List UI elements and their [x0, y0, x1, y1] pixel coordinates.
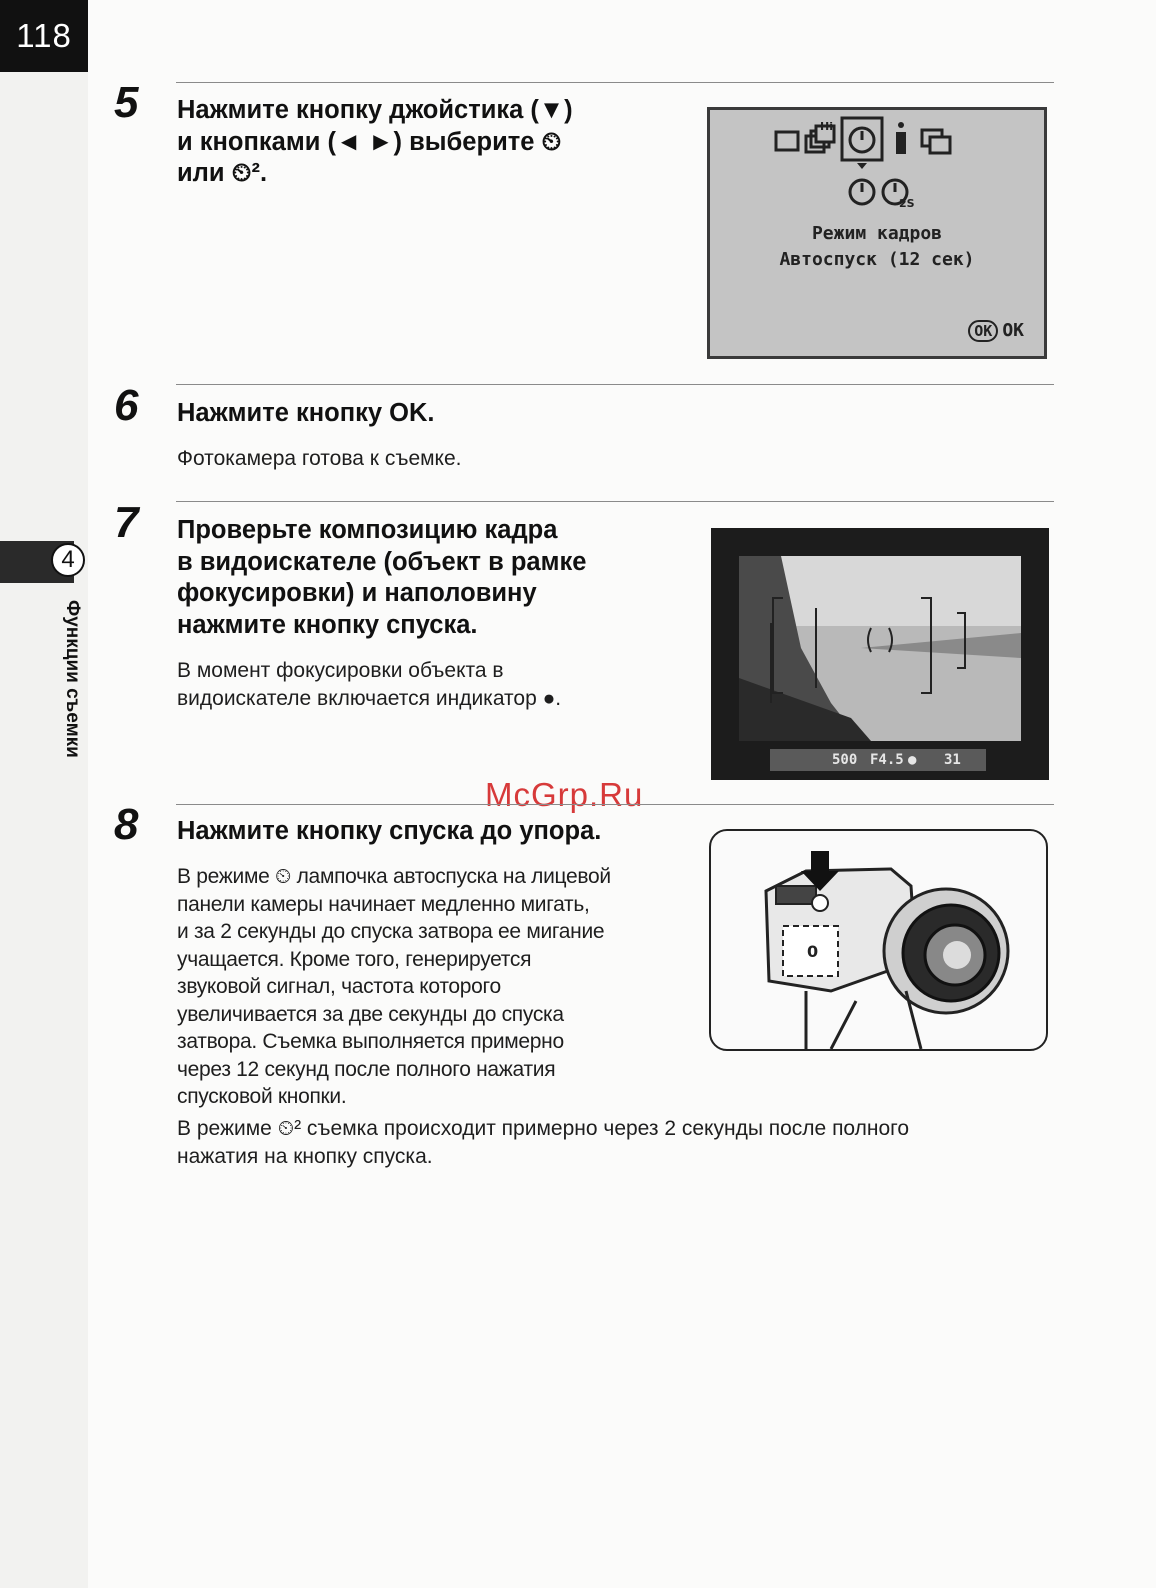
camera-drawing [711, 831, 1046, 1049]
body-line: нажатия на кнопку спуска. [177, 1144, 433, 1168]
watermark: McGrp.Ru [485, 776, 644, 813]
self-timer-icon [842, 118, 882, 169]
step-divider [176, 501, 1054, 502]
body-line: через 12 секунд после полного нажатия [177, 1057, 556, 1081]
title-line: или ⏲². [177, 159, 268, 187]
title-line: в видоискателе (объект в рамке [177, 547, 587, 576]
lcd-mode-value: Автоспуск (12 сек) [779, 249, 975, 270]
title-line: нажмите кнопку спуска. [177, 610, 478, 639]
shutter-speed: 500 [832, 752, 858, 768]
step-6-body [177, 445, 677, 473]
title-line: фокусировки) и наполовину [177, 579, 537, 607]
step-8-title [177, 816, 697, 848]
ok-label: OK [1002, 320, 1024, 341]
viewfinder-scene [711, 528, 1049, 780]
lcd-drive-mode-screen [707, 107, 1047, 359]
step-number: 7 [114, 498, 139, 547]
body-line: панели камеры начинает медленно мигать, [177, 892, 590, 916]
shots-remaining: 31 [944, 752, 961, 768]
body-line: спусковой кнопки. [177, 1085, 347, 1108]
body-line: Фотокамера готова к съемке. [177, 447, 462, 470]
page-number: 118 [0, 0, 88, 72]
step-number: 6 [114, 381, 139, 430]
step-6-title [177, 398, 677, 430]
ok-button-icon: OK [968, 320, 998, 342]
step-8-extra [177, 1115, 1057, 1170]
body-line: учащается. Кроме того, генерируется [177, 947, 532, 971]
body-line: звуковой сигнал, частота которого [177, 975, 501, 998]
self-timer-2s-icon [883, 180, 915, 210]
lcd-mode-title: Режим кадров [811, 223, 943, 244]
body-line: и за 2 секунды до спуска затвора ее мигание [177, 920, 605, 943]
step-7-title [177, 515, 697, 641]
lcd-icons [710, 110, 1044, 230]
camera-illustration [709, 829, 1048, 1051]
focus-indicator-icon: ● [908, 752, 917, 768]
remote-icon [896, 122, 906, 154]
chapter-title: Функции съемки [62, 600, 83, 758]
body-line: увеличивается за две секунды до спуска [177, 1002, 564, 1026]
viewfinder-image [711, 528, 1049, 780]
lcd-ok-hint [968, 320, 1024, 342]
body-line: В режиме ⏲ лампочка автоспуска на лицевой [177, 865, 611, 888]
viewfinder-status-bar [770, 749, 986, 771]
title-line: Нажмите кнопку OK. [177, 399, 435, 427]
single-frame-icon [776, 132, 798, 150]
step-divider [176, 384, 1054, 385]
title-line: и кнопками (◄ ►) выберите ⏲ [177, 127, 562, 156]
step-number: 5 [114, 78, 139, 127]
svg-text:0: 0 [807, 942, 819, 961]
step-divider [176, 82, 1054, 83]
step-8-body [177, 863, 702, 1111]
bracket-icon [922, 130, 950, 153]
step-5-title [177, 95, 677, 190]
body-line: видоискателе включается индикатор ●. [177, 686, 562, 710]
title-line: Нажмите кнопку джойстика (▼) [177, 96, 573, 124]
aperture-value: F4.5 [870, 752, 904, 768]
hi-label: Hi [820, 120, 833, 133]
step-number: 8 [114, 800, 139, 849]
title-line: Проверьте композицию кадра [177, 516, 558, 544]
chapter-number: 4 [51, 543, 85, 577]
body-line: затвора. Съемка выполняется примерно [177, 1030, 564, 1053]
body-line: В режиме ⏲² съемка происходит примерно через 2 секунды после полного [177, 1117, 910, 1140]
body-line: В момент фокусировки объекта в [177, 659, 504, 682]
step-divider [176, 804, 1054, 805]
self-timer-12s-icon [850, 180, 874, 204]
title-line: Нажмите кнопку спуска до упора. [177, 817, 602, 845]
step-7-body [177, 657, 677, 712]
continuous-hi-icon [806, 120, 834, 152]
timer-2s-label: 2S [899, 197, 915, 210]
